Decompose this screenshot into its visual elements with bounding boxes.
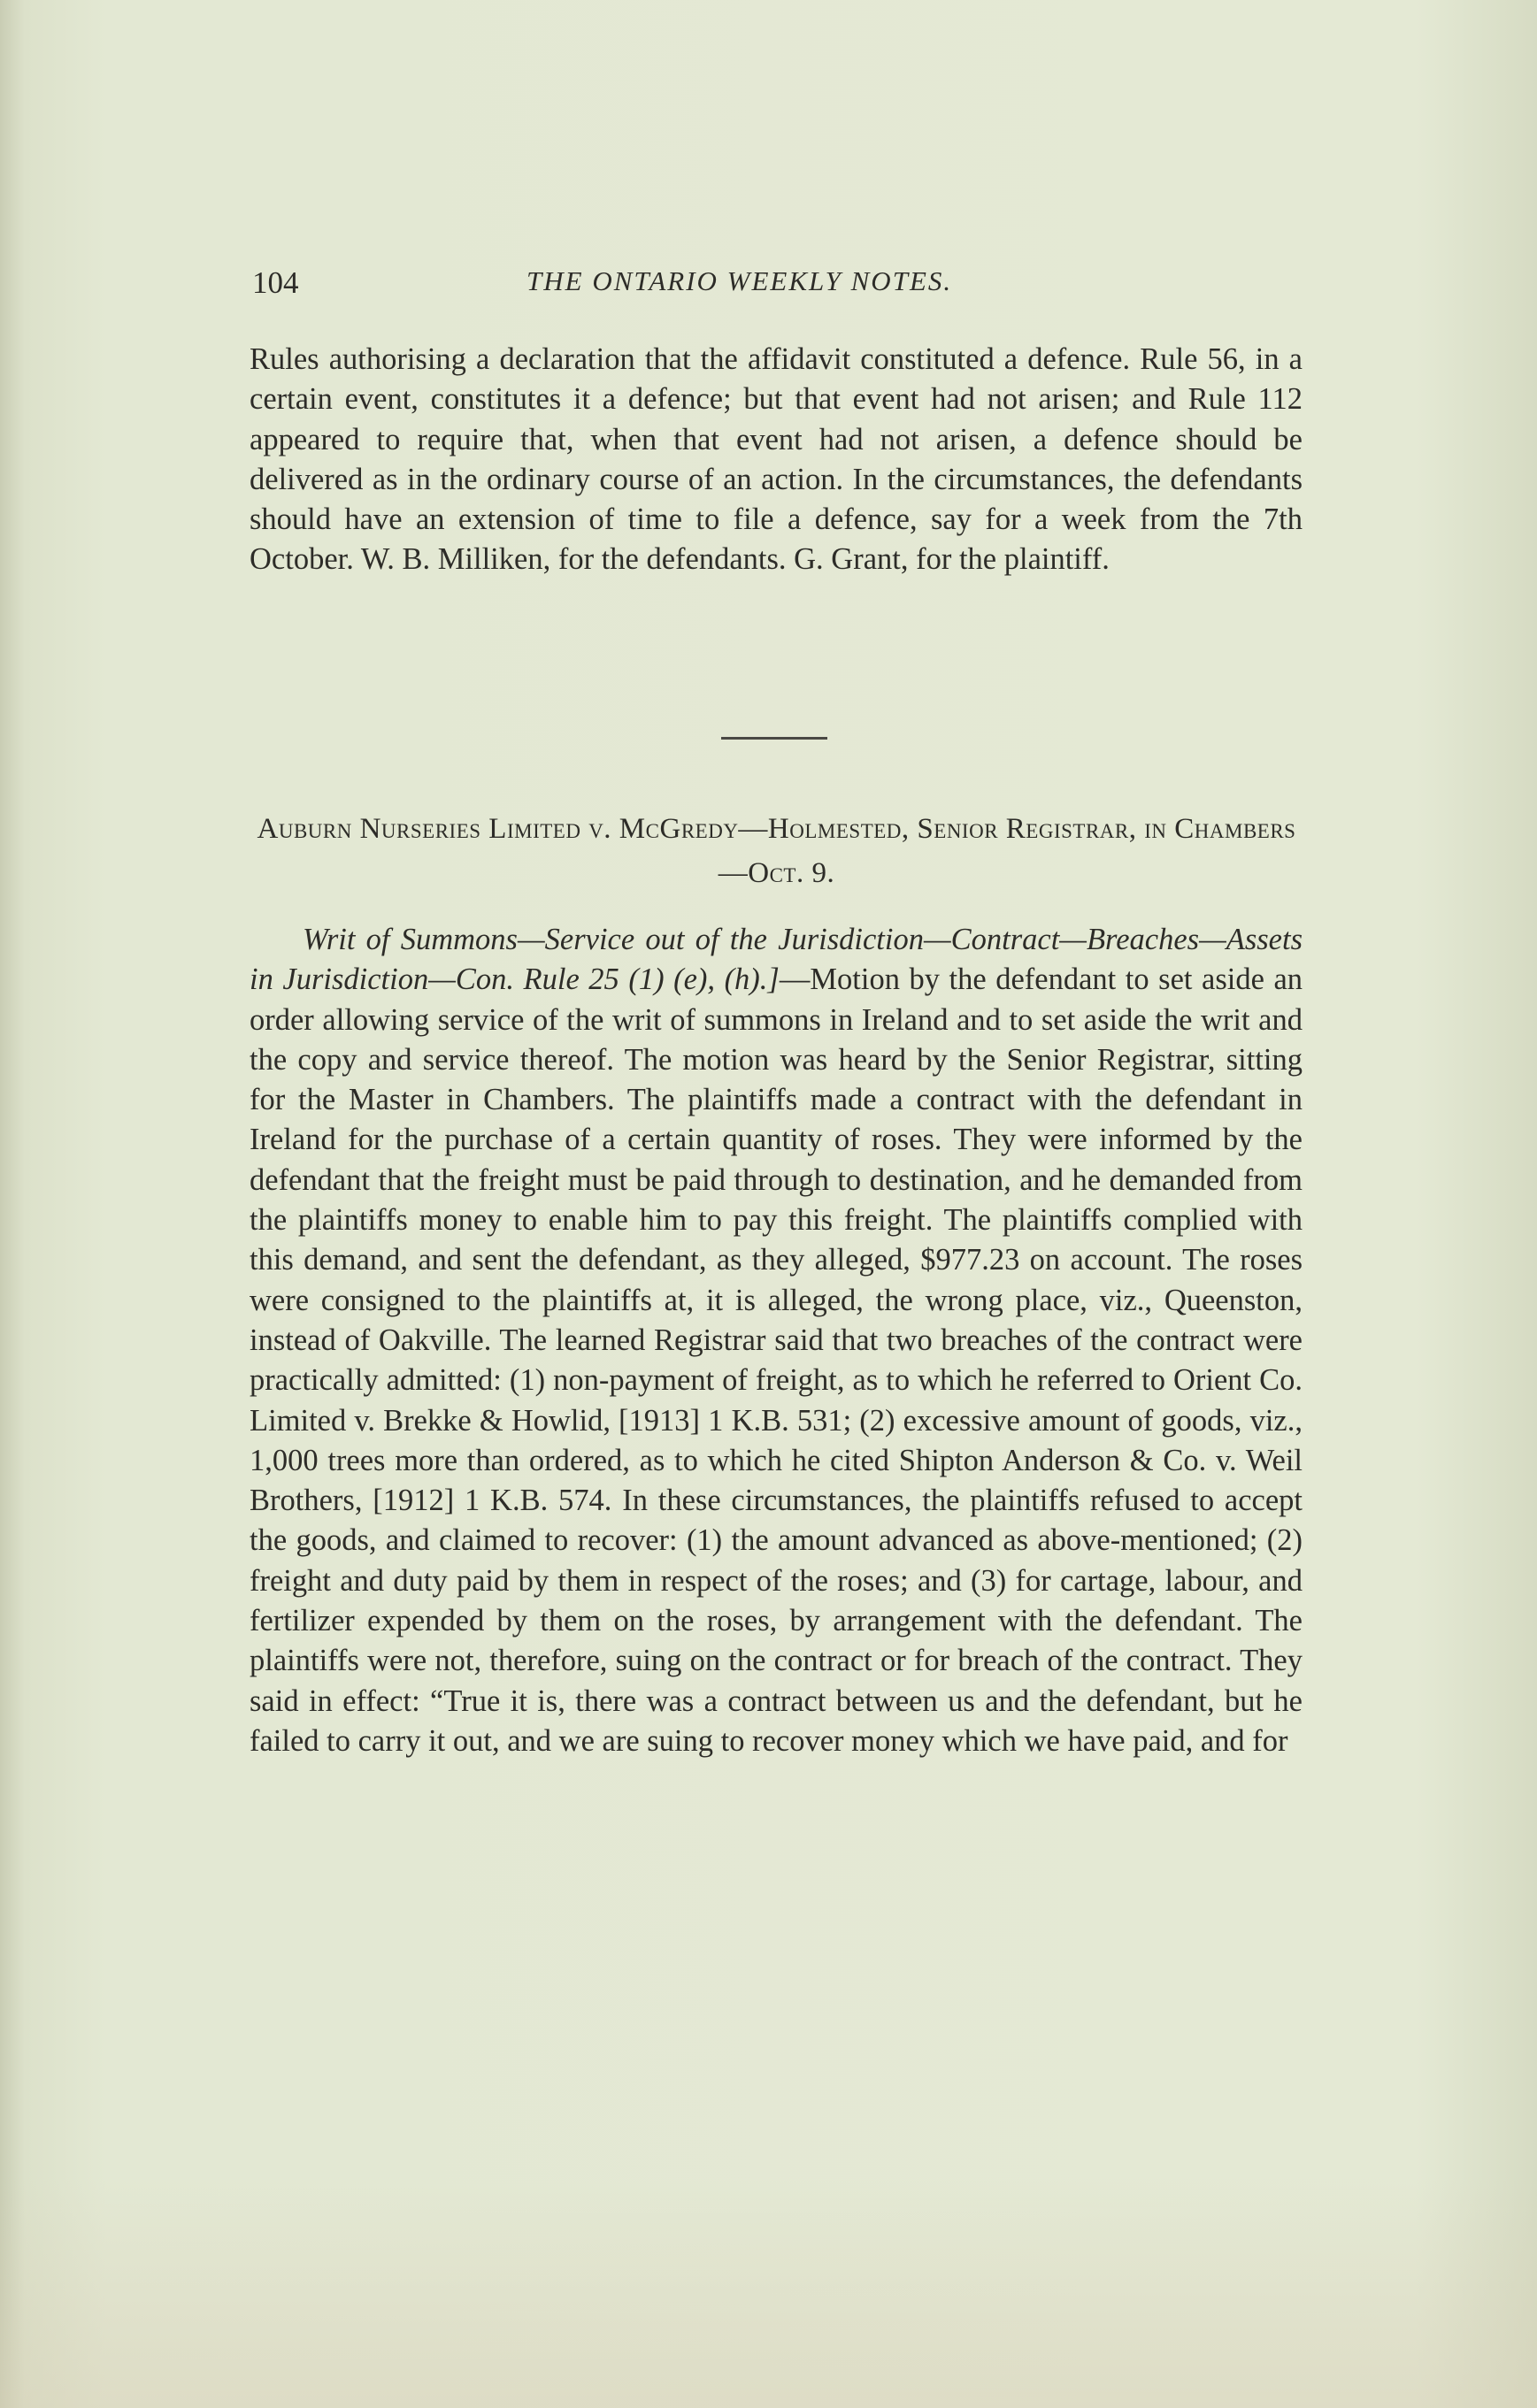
running-head	[252, 258, 1301, 311]
page-number: 104	[252, 265, 299, 300]
journal-title: THE ONTARIO WEEKLY NOTES.	[526, 265, 953, 296]
case-title: Auburn Nurseries Limited v. McGredy—Holmested, Senior Registrar, in Chambers—Oct. 9.	[257, 813, 1296, 889]
section-separator	[721, 737, 827, 740]
continuation-paragraph: Rules authorising a declaration that the affidavit constituted a defence. Rule 56, in a certain event, constitutes it a defence; but that event had not arisen; and Rule 112 appeared to require that, when that event had not arisen, a defence should be delivered as in the ordinary course of an action. In the circumstances, the defendants should have an extension of time to file a defence, say for a week from the 7th October. W. B. Milliken, for the defendants. G. Grant, for the plaintiff.	[250, 342, 1303, 577]
case-body: —Motion by the defendant to set aside an order allowing service of the writ of summons in Ireland and to set aside the writ and the copy and service thereof. The motion was heard by the Senior Registrar, sitting for the Master in Chambers. The plaintiffs made a contract with the defendant in Ireland for the purchase of a certain quantity of roses. They were informed by the defendant that the freight must be paid through to destination, and he demanded from the plaintiffs money to enable him to pay this freight. The plaintiffs complied with this demand, and sent the defendant, as they alleged, $977.23 on account. The roses were consigned to the plaintiffs at, it is alleged, the wrong place, viz., Queenston, instead of Oakville. The learned Registrar said that two breaches of the contract were practically admitted: (1) non-payment of freight, as to which he referred to Orient Co. Limited v. Brekke & Howlid, [1913] 1 K.B. 531; (2) excessive amount of goods, viz., 1,000 trees more than ordered, as to which he cited Shipton Anderson & Co. v. Weil Brothers, [1912] 1 K.B. 574. In these circumstances, the plaintiffs refused to accept the goods, and claimed to recover: (1) the amount advanced as above-mentioned; (2) freight and duty paid by them in respect of the roses; and (3) for cartage, labour, and fertilizer expended by them on the roses, by arrangement with the defendant. The plaintiffs were not, therefore, suing on the contract or for breach of the contract. They said in effect: “True it is, there was a contract between us and the defendant, but he failed to carry it out, and we are suing to recover money which we have paid, and for	[250, 962, 1303, 1758]
case-paragraph	[250, 920, 1303, 1761]
case-headnote: Writ of Summons—Service out of the Jurisdiction—Contract—Breaches—Assets in Jurisdiction—Con. Rule 25 (1) (e), (h).]	[250, 923, 1303, 997]
